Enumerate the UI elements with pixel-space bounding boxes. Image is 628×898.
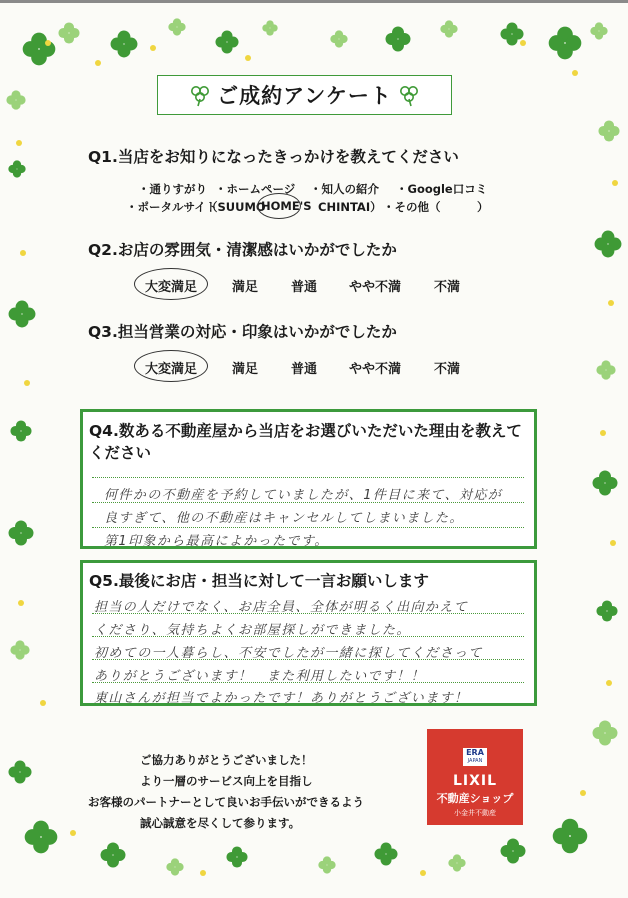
- q4-question-line2: ください: [89, 444, 152, 462]
- q1-option-passing: ・通りすがり: [138, 182, 207, 196]
- yellow-dot-decoration: [20, 250, 26, 256]
- clover-decoration-icon: [598, 120, 620, 142]
- logo-brand: LIXIL: [452, 773, 498, 789]
- clover-decoration-icon: [596, 360, 616, 380]
- clover-decoration-icon: [448, 854, 466, 872]
- q3-selection-circle: [134, 350, 208, 382]
- q3-rating-neutral: 普通: [291, 362, 318, 377]
- yellow-dot-decoration: [40, 700, 46, 706]
- clover-decoration-icon: [110, 30, 138, 58]
- survey-title: ご成約アンケート: [217, 84, 392, 108]
- survey-title-box: [157, 75, 452, 115]
- q3-rating-very-satisfied: 大変満足: [145, 362, 198, 377]
- q1-option-homes: HOME'S: [261, 199, 312, 213]
- ruled-line: [92, 527, 524, 528]
- q2-rating-unsatisfied: 不満: [434, 280, 461, 295]
- clover-decoration-icon: [215, 30, 239, 54]
- era-logo-icon: [463, 740, 487, 766]
- q3-question: Q3.担当営業の対応・印象はいかがでしたか: [88, 323, 397, 341]
- clover-decoration-icon: [590, 22, 608, 40]
- q3-rating-satisfied: 満足: [232, 362, 259, 377]
- company-logo: [427, 729, 523, 825]
- yellow-dot-decoration: [600, 430, 606, 436]
- yellow-dot-decoration: [608, 300, 614, 306]
- clover-decoration-icon: [22, 32, 56, 66]
- q4-answer-line: 良すぎて、他の不動産はキャンセルしてしまいました。: [104, 511, 464, 526]
- q1-option-google-review: ・Google口コミ: [396, 182, 488, 196]
- clover-decoration-icon: [592, 720, 618, 746]
- yellow-dot-decoration: [520, 40, 526, 46]
- q3-rating-somewhat-unsatisfied: やや不満: [349, 362, 402, 377]
- clover-icon: [187, 83, 213, 107]
- clover-decoration-icon: [596, 600, 618, 622]
- q5-answer-line: 初めての一人暮らし、不安でしたが一緒に探してくださって: [94, 646, 483, 661]
- q1-question: Q1.当店をお知りになったきっかけを教えてください: [88, 148, 459, 166]
- yellow-dot-decoration: [572, 70, 578, 76]
- logo-store-name: 小金井不動産: [454, 809, 496, 817]
- q5-answer-line: 担当の人だけでなく、お店全員、全体が明るく出向かえて: [94, 600, 469, 615]
- q2-rating-satisfied: 満足: [232, 280, 259, 295]
- clover-decoration-icon: [385, 26, 411, 52]
- yellow-dot-decoration: [24, 380, 30, 386]
- q1-option-referral: ・知人の紹介: [310, 182, 379, 196]
- clover-decoration-icon: [8, 760, 32, 784]
- clover-decoration-icon: [592, 470, 618, 496]
- scan-edge-line: [0, 0, 628, 3]
- yellow-dot-decoration: [16, 140, 22, 146]
- clover-decoration-icon: [226, 846, 248, 868]
- clover-decoration-icon: [10, 640, 30, 660]
- thanks-line: より一層のサービス向上を目指し: [140, 774, 313, 788]
- thanks-line: ご協力ありがとうございました！: [140, 753, 313, 767]
- q3-rating-unsatisfied: 不満: [434, 362, 461, 377]
- clover-decoration-icon: [100, 842, 126, 868]
- q4-answer-line: 第1印象から最高によかったです。: [104, 534, 329, 549]
- clover-icon: [396, 83, 422, 107]
- yellow-dot-decoration: [150, 45, 156, 51]
- clover-decoration-icon: [10, 420, 32, 442]
- yellow-dot-decoration: [18, 600, 24, 606]
- q1-option-other-close: ）: [477, 200, 489, 214]
- era-logo-subtext: JAPAN: [467, 758, 483, 764]
- q1-option-portal: ・ポータルサイト: [126, 200, 218, 214]
- q1-selection-circle: [257, 193, 301, 219]
- clover-decoration-icon: [262, 20, 278, 36]
- clover-decoration-icon: [168, 18, 186, 36]
- q2-rating-somewhat-unsatisfied: やや不満: [349, 280, 402, 295]
- yellow-dot-decoration: [45, 40, 51, 46]
- q2-rating-very-satisfied: 大変満足: [145, 280, 198, 295]
- clover-decoration-icon: [8, 300, 36, 328]
- yellow-dot-decoration: [95, 60, 101, 66]
- thanks-line: お客様のパートナーとして良いお手伝いができるよう: [88, 795, 364, 809]
- q2-selection-circle: [134, 268, 208, 300]
- era-logo-text: ERA: [466, 748, 484, 757]
- clover-decoration-icon: [6, 90, 26, 110]
- clover-decoration-icon: [8, 520, 34, 546]
- q5-answer-line: くださり、気持ちよくお部屋探しができました。: [94, 623, 411, 638]
- q2-rating-neutral: 普通: [291, 280, 318, 295]
- q1-option-other: ・その他（: [383, 200, 441, 214]
- clover-decoration-icon: [24, 820, 58, 854]
- yellow-dot-decoration: [200, 870, 206, 876]
- q5-question: Q5.最後にお店・担当に対して一言お願いします: [89, 572, 429, 590]
- yellow-dot-decoration: [580, 790, 586, 796]
- q4-answer-line: 何件かの不動産を予約していましたが、1件目に来て、対応が: [104, 488, 503, 503]
- clover-decoration-icon: [548, 26, 582, 60]
- yellow-dot-decoration: [70, 830, 76, 836]
- clover-decoration-icon: [552, 818, 588, 854]
- clover-decoration-icon: [440, 20, 458, 38]
- thanks-line: 誠心誠意を尽くして参ります。: [140, 816, 301, 830]
- q1-option-homepage: ・ホームページ: [215, 182, 296, 196]
- ruled-line: [92, 477, 524, 478]
- q5-answer-line: ありがとうございます！ また利用したいです！！: [94, 669, 426, 684]
- clover-decoration-icon: [166, 858, 184, 876]
- clover-decoration-icon: [374, 842, 398, 866]
- clover-decoration-icon: [594, 230, 622, 258]
- clover-decoration-icon: [8, 160, 26, 178]
- q4-question-line1: Q4.数ある不動産屋から当店をお選びいただいた理由を教えて: [89, 422, 522, 440]
- clover-decoration-icon: [500, 838, 526, 864]
- q1-option-chintai: CHINTAI）: [318, 200, 382, 214]
- logo-shop-name: 不動産ショップ: [436, 792, 514, 805]
- clover-decoration-icon: [330, 30, 348, 48]
- yellow-dot-decoration: [606, 680, 612, 686]
- yellow-dot-decoration: [610, 540, 616, 546]
- clover-decoration-icon: [318, 856, 336, 874]
- q2-question: Q2.お店の雰囲気・清潔感はいかがでしたか: [88, 241, 397, 259]
- yellow-dot-decoration: [420, 870, 426, 876]
- q1-option-suumo: （SUUMO: [206, 200, 266, 214]
- yellow-dot-decoration: [612, 180, 618, 186]
- clover-decoration-icon: [58, 22, 80, 44]
- q5-answer-line: 東山さんが担当でよかったです！ありがとうございます！: [94, 691, 469, 706]
- yellow-dot-decoration: [245, 55, 251, 61]
